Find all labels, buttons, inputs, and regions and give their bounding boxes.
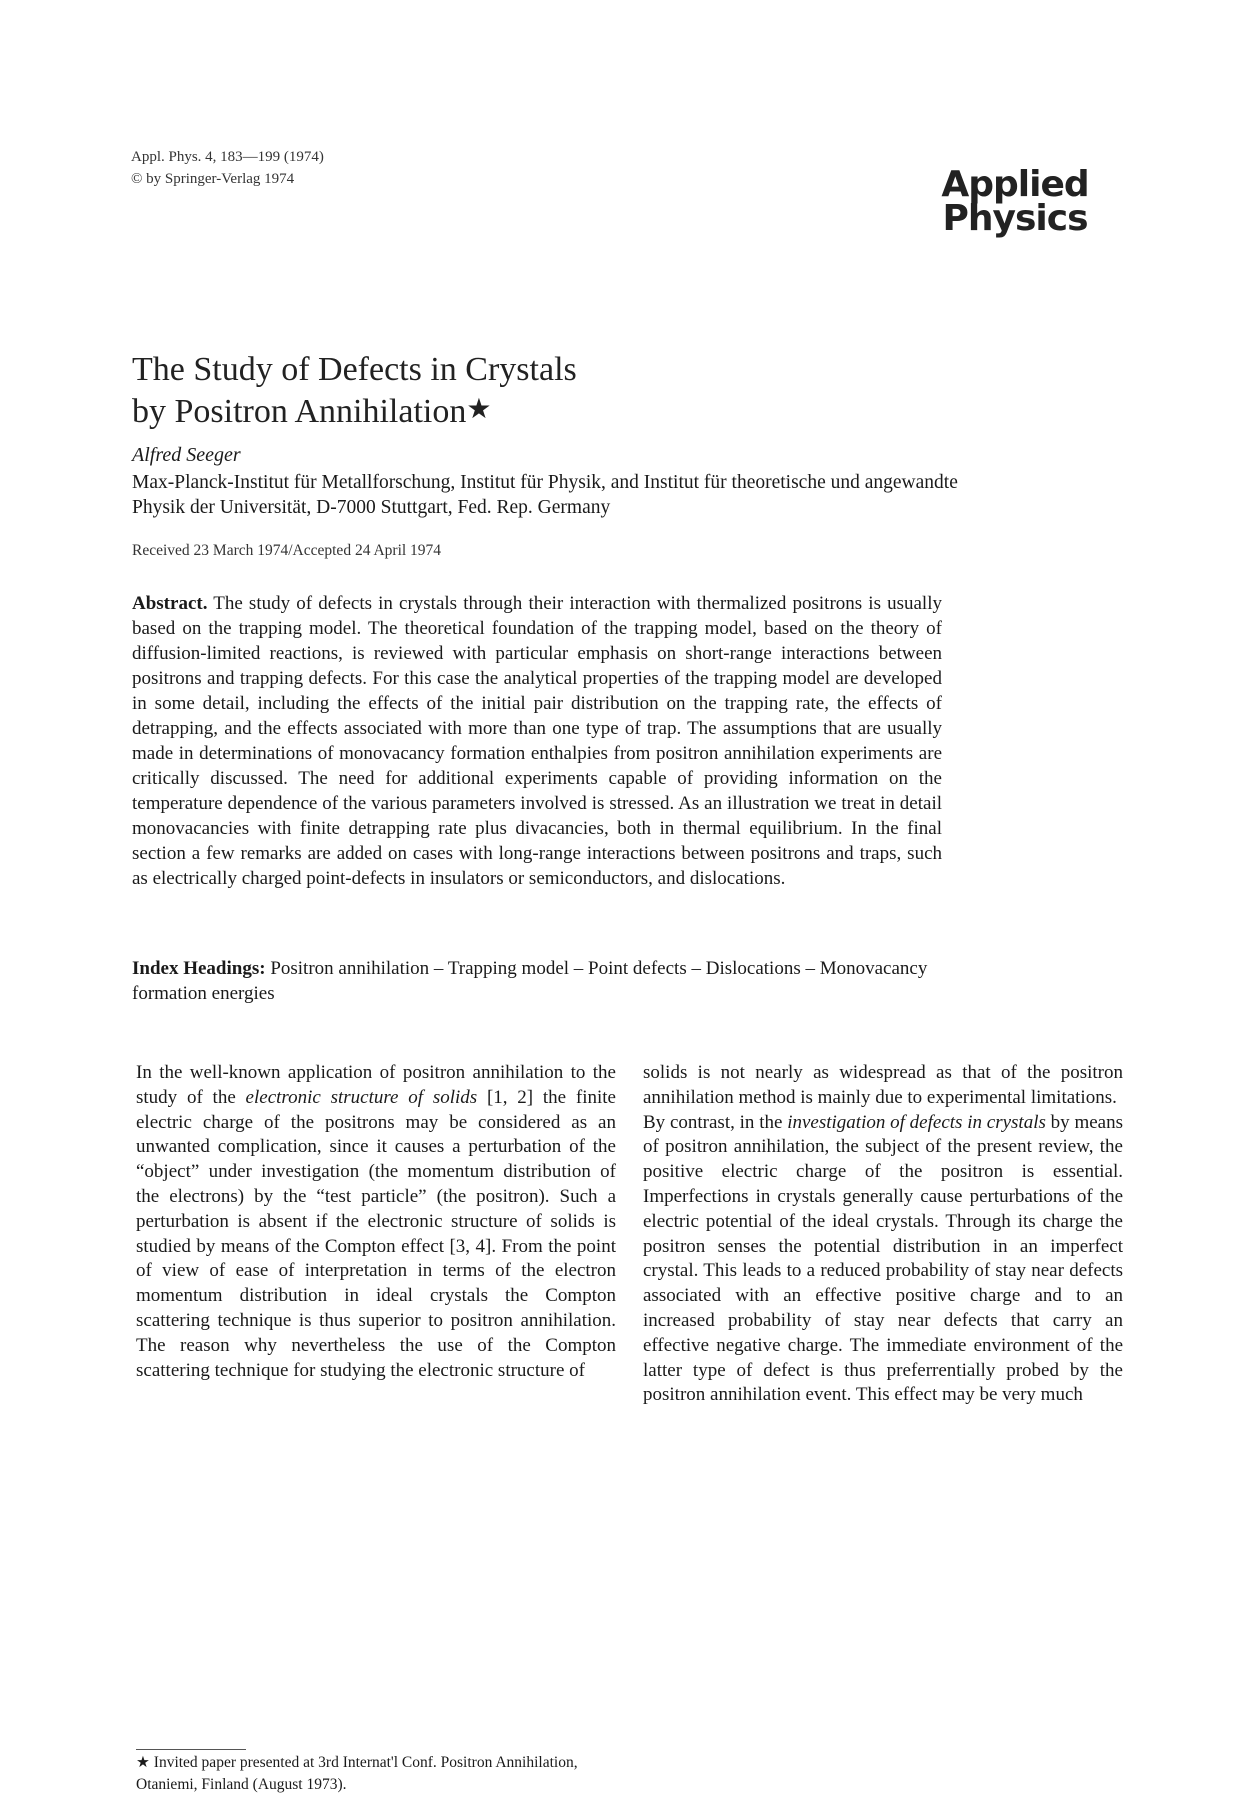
footnote-text: Invited paper presented at 3rd Internat'l Conf. Positron Annihilation, Otaniemi, Finland (August 1973).	[136, 1754, 578, 1793]
article-title	[132, 350, 577, 432]
body-emphasis: investigation of defects in crystals	[787, 1111, 1046, 1133]
journal-logo-line1: Applied	[941, 164, 1089, 205]
index-headings	[132, 956, 944, 1006]
copyright: © by Springer-Verlag 1974	[131, 171, 295, 187]
body-text: By contrast, in the	[643, 1111, 788, 1133]
index-headings-text: Positron annihilation – Trapping model – Point defects – Dislocations – Monovacancy formation energies	[132, 958, 928, 1004]
body-column-left	[136, 1061, 616, 1383]
body-paragraph	[136, 1061, 616, 1383]
title-line1: The Study of Defects in Crystals	[132, 351, 577, 388]
footnote-star-icon: ★	[466, 394, 492, 425]
body-text: In the well-known application of positron annihilation to the study of the	[136, 1062, 616, 1108]
abstract-text: The study of defects in crystals through their interaction with thermalized positrons is usually based on the trapping model. The theoretical foundation of the trapping model, based on the theory of diffusion-limited reactions, is reviewed with particular emphasis on short-range interactions between positrons and trapping defects. For this case the analytical properties of the trapping model are developed in some detail, including the effects of the initial pair distribution on the trapping rate, the effects of detrapping, and the effects associated with more than one type of trap. The assumptions that are usually made in determinations of monovacancy formation enthalpies from positron annihilation experiments are critically discussed. The need for additional experiments capable of providing information on the temperature dependence of the various parameters involved is stressed. As an illustration we treat in detail monovacancies with finite detrapping rate plus divacancies, both in thermal equilibrium. In the final section a few remarks are added on cases with long-range interactions between positrons and traps, such as electrically charged point-defects in insulators or semiconductors, and dislocations.	[132, 593, 942, 889]
author-affiliation: Max-Planck-Institut für Metallforschung, Institut für Physik, and Institut für theoretische und angewandte Physik der Universität, D-7000 Stuttgart, Fed. Rep. Germany	[132, 472, 958, 518]
abstract	[132, 591, 942, 891]
journal-logo-line2: Physics	[942, 198, 1088, 239]
abstract-label: Abstract.	[132, 593, 208, 614]
footnote-divider	[136, 1749, 246, 1750]
body-paragraph: solids is not nearly as widespread as that of the positron annihilation method is mainly due to experimental limitations.	[643, 1062, 1123, 1108]
title-line2: by Positron Annihilation	[132, 393, 467, 430]
footnote-star-icon: ★	[136, 1754, 150, 1771]
author-name: Alfred Seeger	[132, 444, 241, 466]
index-headings-label: Index Headings:	[132, 958, 266, 979]
journal-logo	[895, 164, 1135, 239]
journal-citation-block	[131, 146, 324, 190]
body-emphasis: electronic structure of solids	[245, 1086, 478, 1108]
body-text: [1, 2] the finite electric charge of the positrons may be considered as an unwanted complication, since it causes a perturbation of the “object” under investigation (the momentum distribution of the electrons) by the “test particle” (the positron). Such a perturbation is absent if the electronic structure of solids is studied by means of the Compton effect [3, 4]. From the point of view of ease of interpretation in terms of the electron momentum distribution in ideal crystals the Compton scattering technique is thus superior to positron annihilation. The reason why nevertheless the use of the Compton scattering technique for studying the electronic structure of	[136, 1086, 616, 1381]
body-text: by means of positron annihilation, the subject of the present review, the positive electric charge of the positron is essential. Imperfections in crystals generally cause perturbations of the electric potential of the ideal crystals. Through its charge the positron senses the potential distribution in an imperfect crystal. This leads to a reduced probability of stay near defects associated with an effective positive charge and to an increased probability of stay near defects that carry an effective negative charge. The immediate environment of the latter type of defect is thus preferrentially probed by the positron annihilation event. This effect may be very much	[643, 1111, 1123, 1406]
received-dates: Received 23 March 1974/Accepted 24 April 1974	[132, 542, 442, 559]
body-paragraph	[643, 1111, 1123, 1409]
body-column-right	[643, 1061, 1123, 1408]
footnote	[136, 1752, 616, 1796]
citation: Appl. Phys. 4, 183—199 (1974)	[131, 149, 324, 165]
